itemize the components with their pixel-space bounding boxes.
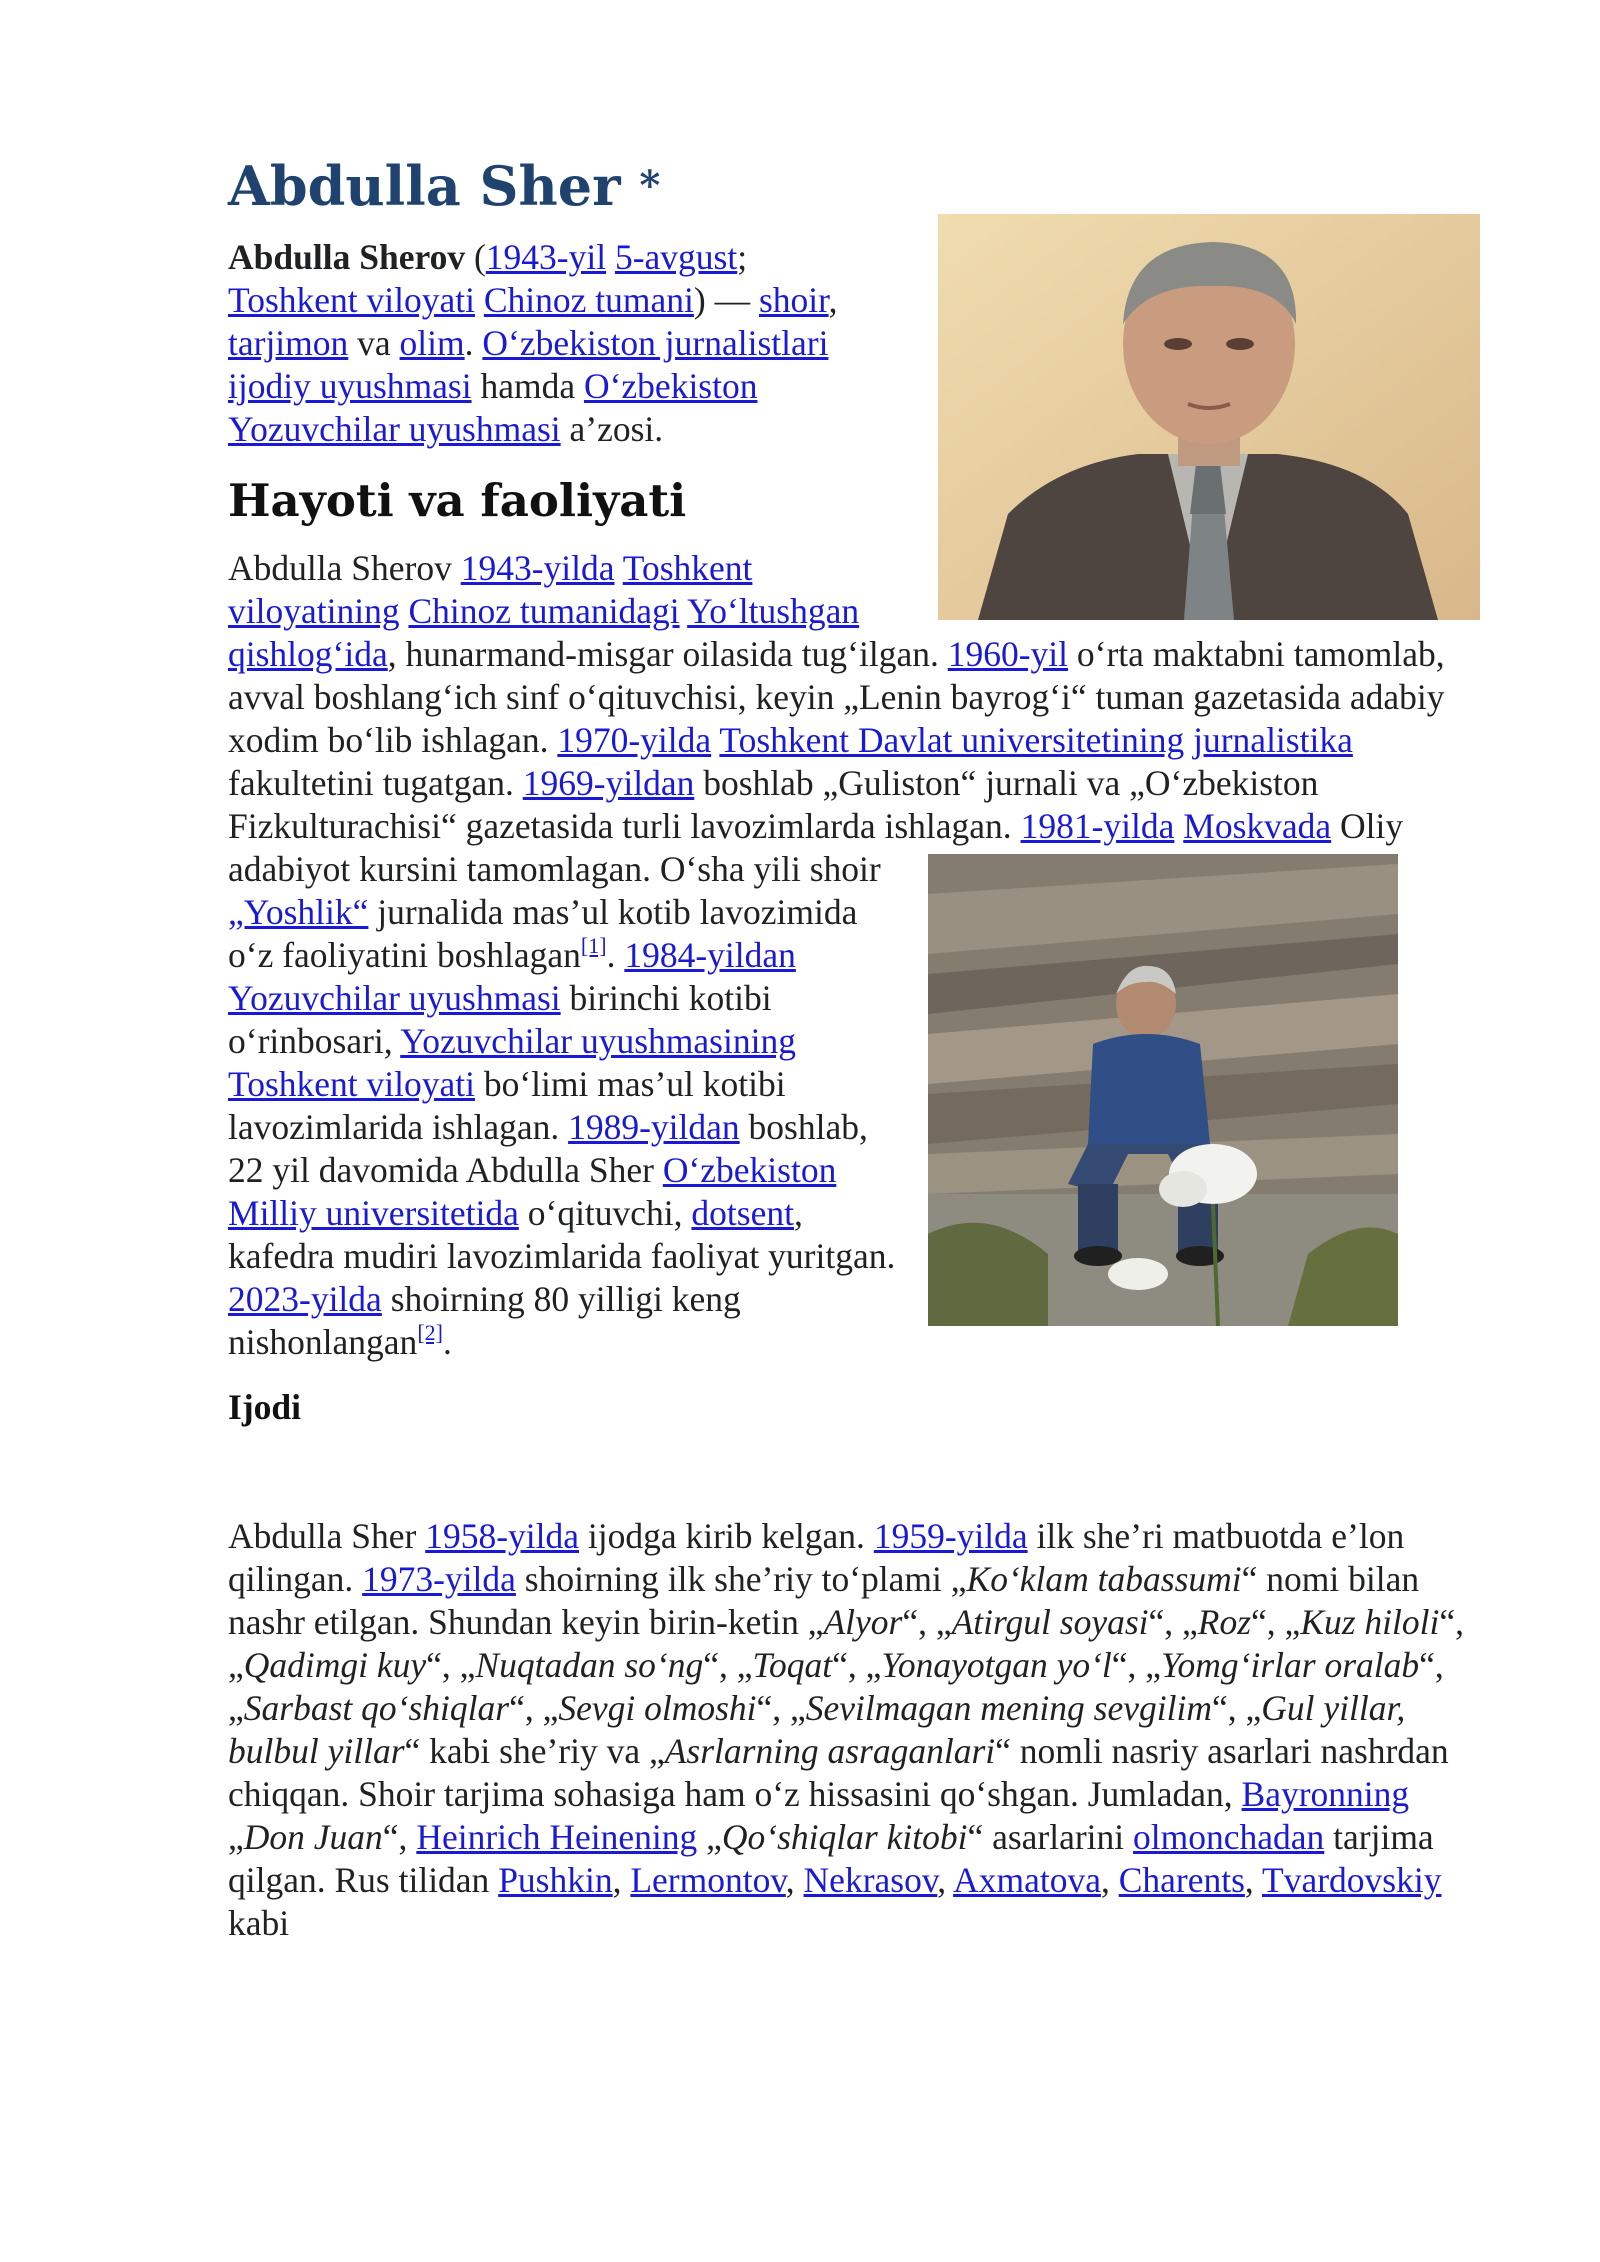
link-year-1989[interactable]: 1989-yildan xyxy=(568,1107,740,1147)
portrait-photo-image xyxy=(938,214,1480,620)
text-run: o‘rta maktabni tamomlab, avval boshlang‘ich sinf o‘qituvchisi, keyin „Lenin bayrog‘i“ tuman gazetasida adabiy xodim bo‘lib ishlagan. xyxy=(228,634,1445,760)
text-run: , xyxy=(785,1860,804,1900)
text-run: bo‘limi mas’ul kotibi lavozimlarida ishlagan. xyxy=(228,1064,786,1147)
link-moscow[interactable]: Moskvada xyxy=(1183,806,1332,846)
link-heine[interactable]: Heinrich Heinening xyxy=(416,1817,698,1857)
page-title xyxy=(228,150,1478,222)
text-run: Abdulla Sherov xyxy=(228,548,461,588)
link-year-1969[interactable]: 1969-yildan xyxy=(522,763,695,803)
book-title: Atirgul soyasi xyxy=(951,1602,1149,1642)
link-year-1970[interactable]: 1970-yilda xyxy=(557,720,712,760)
text-run: “ kabi she’riy va „ xyxy=(404,1731,665,1771)
link-national-university[interactable]: O‘zbekiston Milliy universitetida xyxy=(228,1150,837,1233)
text-run: „ xyxy=(228,1817,244,1857)
section-heading-life: Hayoti va faoliyati xyxy=(228,474,687,527)
link-writers-union-2[interactable]: Yozuvchilar uyushmasi xyxy=(228,978,561,1018)
book-title: Sarbast qo‘shiqlar xyxy=(243,1688,510,1728)
text-run: , xyxy=(937,1860,954,1900)
link-docent[interactable]: dotsent xyxy=(691,1193,794,1233)
text-run xyxy=(475,280,484,320)
link-translator[interactable]: tarjimon xyxy=(228,323,349,363)
text-run xyxy=(615,548,623,588)
book-title: Kuz hiloli xyxy=(1300,1602,1440,1642)
book-title: Nuqtadan so‘ng xyxy=(475,1645,704,1685)
text-run: . xyxy=(464,323,483,363)
link-nekrasov[interactable]: Nekrasov xyxy=(803,1860,938,1900)
text-run: shoirning 80 yilligi keng nishonlangan xyxy=(228,1279,741,1362)
outdoor-photo-image xyxy=(928,854,1398,1326)
life-paragraph xyxy=(228,547,1478,1364)
text-run xyxy=(1184,720,1193,760)
book-title: Gul yillar, bulbul yillar xyxy=(228,1688,1406,1771)
text-run: “, „ xyxy=(832,1645,882,1685)
link-german[interactable]: olmonchadan xyxy=(1133,1817,1325,1857)
link-year-1973[interactable]: 1973-yilda xyxy=(362,1559,516,1599)
link-year-1960[interactable]: 1960-yil xyxy=(947,634,1069,674)
text-run: tarjima qilgan. Rus tilidan xyxy=(228,1817,1434,1900)
book-title: Qo‘shiqlar kitobi xyxy=(721,1817,968,1857)
link-district[interactable]: Chinoz tumani xyxy=(483,280,694,320)
book-title: Ko‘klam tabassumi xyxy=(966,1559,1242,1599)
text-run: ( xyxy=(465,237,486,277)
link-birth-year[interactable]: 1943-yil xyxy=(485,237,607,277)
text-run: , xyxy=(1100,1860,1119,1900)
text-run: o‘qituvchi, xyxy=(518,1193,692,1233)
link-chinoz-district[interactable]: Chinoz tumanidagi xyxy=(408,591,680,631)
link-pushkin[interactable]: Pushkin xyxy=(498,1860,613,1900)
text-run xyxy=(1174,806,1183,846)
text-run: shoirning ilk she’riy to‘plami „ xyxy=(515,1559,967,1599)
text-run: “, „ xyxy=(756,1688,806,1728)
text-run: “, „ xyxy=(228,1602,1465,1685)
link-year-1958[interactable]: 1958-yilda xyxy=(425,1516,580,1556)
text-run: va xyxy=(348,323,400,363)
text-run: kabi xyxy=(228,1903,290,1943)
page-title-text: Abdulla Sher xyxy=(228,154,621,218)
link-journalism[interactable]: jurnalistika xyxy=(1193,720,1353,760)
text-run: “ nomi bilan nashr etilgan. Shundan keyin birin-ketin „ xyxy=(228,1559,1420,1642)
text-run: ilk she’ri matbuotda e’lon qilingan. xyxy=(228,1516,1405,1599)
link-yoshlik-journal[interactable]: „Yoshlik“ xyxy=(228,892,369,932)
text-run xyxy=(606,237,615,277)
link-byron[interactable]: Bayronning xyxy=(1241,1774,1410,1814)
link-birth-date[interactable]: 5-avgust xyxy=(614,237,738,277)
text-run: „ xyxy=(697,1817,722,1857)
link-year-1984[interactable]: 1984-yildan xyxy=(624,935,796,975)
text-run: fakultetini tugatgan. xyxy=(228,763,523,803)
text-run: “, xyxy=(382,1817,417,1857)
book-title: Sevilmagan mening sevgilim xyxy=(805,1688,1212,1728)
reference-1[interactable]: [1] xyxy=(580,933,607,958)
book-title: Toqat xyxy=(752,1645,833,1685)
text-run: “, „ xyxy=(1148,1602,1198,1642)
text-run: hamda xyxy=(471,366,584,406)
text-run: jurnalida mas’ul kotib lavozimida o‘z faoliyatini boshlagan xyxy=(228,892,858,975)
text-run: ijodga kirib kelgan. xyxy=(579,1516,874,1556)
link-year-1981[interactable]: 1981-yilda xyxy=(1020,806,1175,846)
link-lermontov[interactable]: Lermontov xyxy=(630,1860,786,1900)
link-year-1943[interactable]: 1943-yilda xyxy=(460,548,615,588)
section-heading-work: Ijodi xyxy=(228,1387,301,1427)
text-run: “, „ xyxy=(509,1688,559,1728)
text-run: “ nomli nasriy asarlari nashrdan chiqqan. Shoir tarjima sohasiga ham o‘z hissasini qo‘shgan. Jumladan, xyxy=(228,1731,1449,1814)
text-run: Oliy adabiyot kursini tamomlagan. O‘sha yili shoir xyxy=(228,806,1404,889)
text-run: “, „ xyxy=(1111,1645,1162,1685)
text-run: , xyxy=(828,280,838,320)
link-journalists-union[interactable]: O‘zbekiston jurnalistlari ijodiy uyushmasi xyxy=(228,323,829,406)
book-title: Don Juan xyxy=(243,1817,383,1857)
text-run: “, „ xyxy=(1211,1688,1262,1728)
book-title: Alyor xyxy=(823,1602,903,1642)
text-run: , xyxy=(612,1860,631,1900)
link-village[interactable]: Yo‘ltushgan qishlog‘ida xyxy=(228,591,860,674)
text-run: “, „ xyxy=(426,1645,476,1685)
text-run: boshlab, 22 yil davomida Abdulla Sher xyxy=(228,1107,868,1190)
text-run: ; xyxy=(737,237,748,277)
text-run: “, „ xyxy=(228,1645,1444,1728)
text-run: . xyxy=(606,935,625,975)
subject-name: Abdulla Sherov xyxy=(228,237,466,277)
article-content xyxy=(228,150,1478,1945)
book-title: Qadimgi kuy xyxy=(243,1645,427,1685)
book-title: Roz xyxy=(1197,1602,1252,1642)
text-run: , hunarmand-misgar oilasida tug‘ilgan. xyxy=(387,634,948,674)
text-run: birinchi kotibi o‘rinbosari, xyxy=(228,978,772,1061)
link-year-2023[interactable]: 2023-yilda xyxy=(228,1279,382,1319)
text-run: “, „ xyxy=(902,1602,952,1642)
text-run: ) — xyxy=(693,280,759,320)
text-run: a’zosi. xyxy=(560,409,664,449)
outdoor-photo[interactable] xyxy=(928,854,1398,1326)
link-poet[interactable]: shoir xyxy=(758,280,829,320)
link-year-1959[interactable]: 1959-yilda xyxy=(873,1516,1028,1556)
text-run: “, „ xyxy=(703,1645,753,1685)
link-charents[interactable]: Charents xyxy=(1118,1860,1245,1900)
text-run: “, „ xyxy=(1251,1602,1301,1642)
link-region[interactable]: Toshkent viloyati xyxy=(228,280,475,320)
link-tashkent-university[interactable]: Toshkent Davlat universitetining xyxy=(719,720,1185,760)
text-run: “ asarlarini xyxy=(967,1817,1134,1857)
text-run: Abdulla Sher xyxy=(228,1516,426,1556)
link-tashkent-region-2[interactable]: Toshkent viloyati xyxy=(228,1064,475,1104)
book-title: Yonayotgan yo‘l xyxy=(881,1645,1112,1685)
reference-2[interactable]: [2] xyxy=(417,1320,443,1345)
book-title: Sevgi olmoshi xyxy=(558,1688,757,1728)
portrait-photo[interactable] xyxy=(938,214,1480,620)
work-paragraph xyxy=(228,1515,1478,1945)
link-writers-union-3[interactable]: Yozuvchilar uyushmasining xyxy=(400,1021,796,1061)
text-run: , kafedra mudiri lavozimlarida faoliyat yuritgan. xyxy=(228,1193,896,1276)
link-akhmatova[interactable]: Axmatova xyxy=(953,1860,1101,1900)
link-scholar[interactable]: olim xyxy=(399,323,465,363)
book-title: Yomg‘irlar oralab xyxy=(1161,1645,1420,1685)
link-tvardovsky[interactable]: Tvardovskiy xyxy=(1262,1860,1442,1900)
text-run: . xyxy=(442,1322,452,1362)
text-run: boshlab „Guliston“ jurnali va „O‘zbekiston Fizkulturachisi“ gazetasida turli lavozimlarda ishlagan. xyxy=(228,763,1319,846)
book-title: Asrlarning asraganlari xyxy=(664,1731,996,1771)
link-tashkent-region[interactable]: Toshkent viloyatining xyxy=(228,548,753,631)
title-star-icon: * xyxy=(639,162,661,209)
link-writers-union[interactable]: O‘zbekiston Yozuvchilar uyushmasi xyxy=(228,366,758,449)
text-run: , xyxy=(1244,1860,1263,1900)
